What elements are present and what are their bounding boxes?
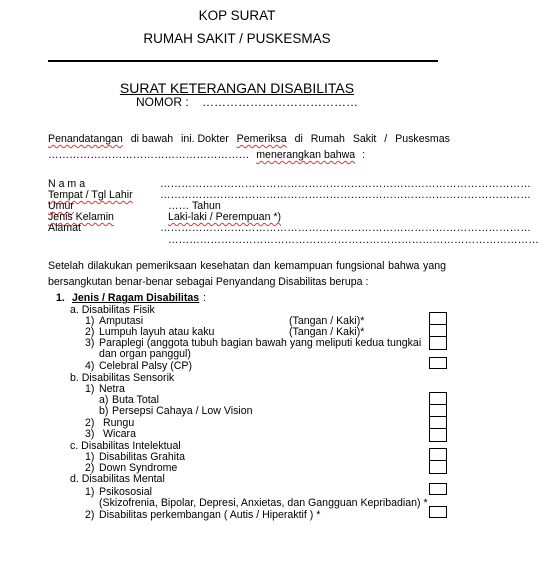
checkbox-amputasi[interactable] <box>430 313 446 325</box>
list-item-text: Rungu <box>103 417 135 429</box>
intro-dots: ………………………………………………… <box>48 149 250 161</box>
intro-word: Puskesmas <box>395 133 450 145</box>
list-item-text: Paraplegi (anggota tubuh bagian bawah yang meliputi kedua tungkai <box>99 337 422 349</box>
list-item-text: Amputasi <box>99 315 144 327</box>
intro-word: di <box>294 133 303 145</box>
field-label-ttl: Tempat / Tgl Lahir <box>48 189 133 201</box>
list-item-text: Down Syndrome <box>99 462 178 474</box>
list-item-text: Netra <box>99 383 125 395</box>
list-item-no: 1) <box>85 383 95 395</box>
checkbox-buta-total[interactable] <box>430 393 446 405</box>
list-item-no: 3) <box>85 337 95 349</box>
checkbox-down-syndrome[interactable] <box>430 461 446 473</box>
field-value-jenis-kelamin: Laki-laki / Perempuan *) <box>168 211 282 223</box>
checkbox-celebral-palsy[interactable] <box>429 357 447 369</box>
paragraph-line-2: bersangkutan benar-benar sebagai Penyandang Disabilitas berupa : <box>48 276 369 288</box>
checkbox-perkembangan[interactable] <box>429 506 447 518</box>
list-item-no: 1) <box>85 315 95 327</box>
category-c-title: c. Disabilitas Intelektual <box>70 440 181 452</box>
letterhead-divider <box>48 60 438 62</box>
field-value-umur: …… Tahun <box>168 200 221 212</box>
intro-word: Penandatangan <box>48 133 123 145</box>
checkbox-group-sensorik <box>429 392 447 442</box>
list-item-no: 2) <box>85 417 95 429</box>
nomor-row <box>136 95 358 109</box>
document-title: SURAT KETERANGAN DISABILITAS <box>119 80 355 96</box>
field-value-nama: …………………………………………………………………………………………… <box>160 178 531 190</box>
list-item-no: 2) <box>85 509 95 521</box>
intro-colon: : <box>362 149 366 161</box>
section-title: Jenis / Ragam Disabilitas <box>72 292 200 304</box>
intro-word: Rumah <box>310 133 345 145</box>
letterhead-line-2: RUMAH SAKIT / PUSKESMAS <box>143 31 331 46</box>
checkbox-paraplegi[interactable] <box>430 337 446 349</box>
list-item-text-cont: dan organ panggul) <box>99 348 191 360</box>
list-item-no: a) <box>99 394 109 406</box>
intro-word: di bawah <box>130 133 174 145</box>
list-item-no: 2) <box>85 326 95 338</box>
section-number: 1. <box>56 292 65 304</box>
nomor-value: ………………………………… <box>202 95 359 109</box>
list-item-no: 1) <box>85 451 95 463</box>
intro-word: / <box>384 133 388 145</box>
list-item-side: (Tangan / Kaki)* <box>289 326 365 338</box>
checkbox-group-intelektual <box>429 448 447 474</box>
checkbox-persepsi-cahaya[interactable] <box>430 405 446 417</box>
intro-word: Pemeriksa <box>236 133 287 145</box>
list-item-text: Psikososial <box>99 486 152 498</box>
intro-text: menerangkan bahwa <box>256 149 356 161</box>
list-item-text: Persepsi Cahaya / Low Vision <box>112 405 253 417</box>
checkbox-group-fisik <box>429 312 447 350</box>
field-value-alamat: …………………………………………………………………………………………… <box>160 222 531 234</box>
category-b-title: b. Disabilitas Sensorik <box>70 372 175 384</box>
checkbox-psikososial[interactable] <box>429 483 447 495</box>
list-item-text: Disabilitas perkembangan ( Autis / Hiperaktif ) * <box>99 509 321 521</box>
paragraph-line-1: Setelah dilakukan pemeriksaan kesehatan dan kemampuan fungsional bahwa yang <box>48 260 446 272</box>
list-item-text-cont: (Skizofrenia, Bipolar, Depresi, Anxietas, dan Gangguan Kepribadian) * <box>99 497 428 509</box>
category-d-title: d. Disabilitas Mental <box>70 473 165 485</box>
list-item-text: Disabilitas Grahita <box>99 451 185 463</box>
section-colon: : <box>203 292 206 304</box>
list-item-no: 1) <box>85 486 95 498</box>
field-label-umur: Umur <box>48 200 74 212</box>
list-item-text: Buta Total <box>112 394 159 406</box>
field-value-alamat-2: …………………………………………………………………………………………… <box>168 234 539 246</box>
letterhead-line-1: KOP SURAT <box>198 8 276 23</box>
list-item-text: Celebral Palsy (CP) <box>99 360 193 372</box>
intro-line-1 <box>48 133 450 146</box>
intro-word: ini. Dokter <box>181 133 229 145</box>
list-item-side: (Tangan / Kaki)* <box>289 315 365 327</box>
field-value-ttl: …………………………………………………………………………………………… <box>160 189 531 201</box>
nomor-label: NOMOR : <box>136 95 189 109</box>
list-item-no: 2) <box>85 462 95 474</box>
checkbox-lumpuh[interactable] <box>430 325 446 337</box>
checkbox-rungu[interactable] <box>430 417 446 429</box>
intro-line-2 <box>48 149 365 162</box>
intro-word: Sakit <box>352 133 377 145</box>
list-item-text: Lumpuh layuh atau kaku <box>99 326 215 338</box>
list-item-text: Wicara <box>103 428 136 440</box>
checkbox-wicara[interactable] <box>430 429 446 441</box>
list-item-no: b) <box>99 405 109 417</box>
field-label-alamat: Alamat <box>48 222 81 234</box>
list-item-no: 4) <box>85 360 95 372</box>
field-label-nama: N a m a <box>48 178 86 190</box>
list-item-no: 3) <box>85 428 95 440</box>
checkbox-grahita[interactable] <box>430 449 446 461</box>
category-a-title: a. Disabilitas Fisik <box>70 304 155 316</box>
field-label-jenis-kelamin: Jenis Kelamin <box>48 211 114 223</box>
